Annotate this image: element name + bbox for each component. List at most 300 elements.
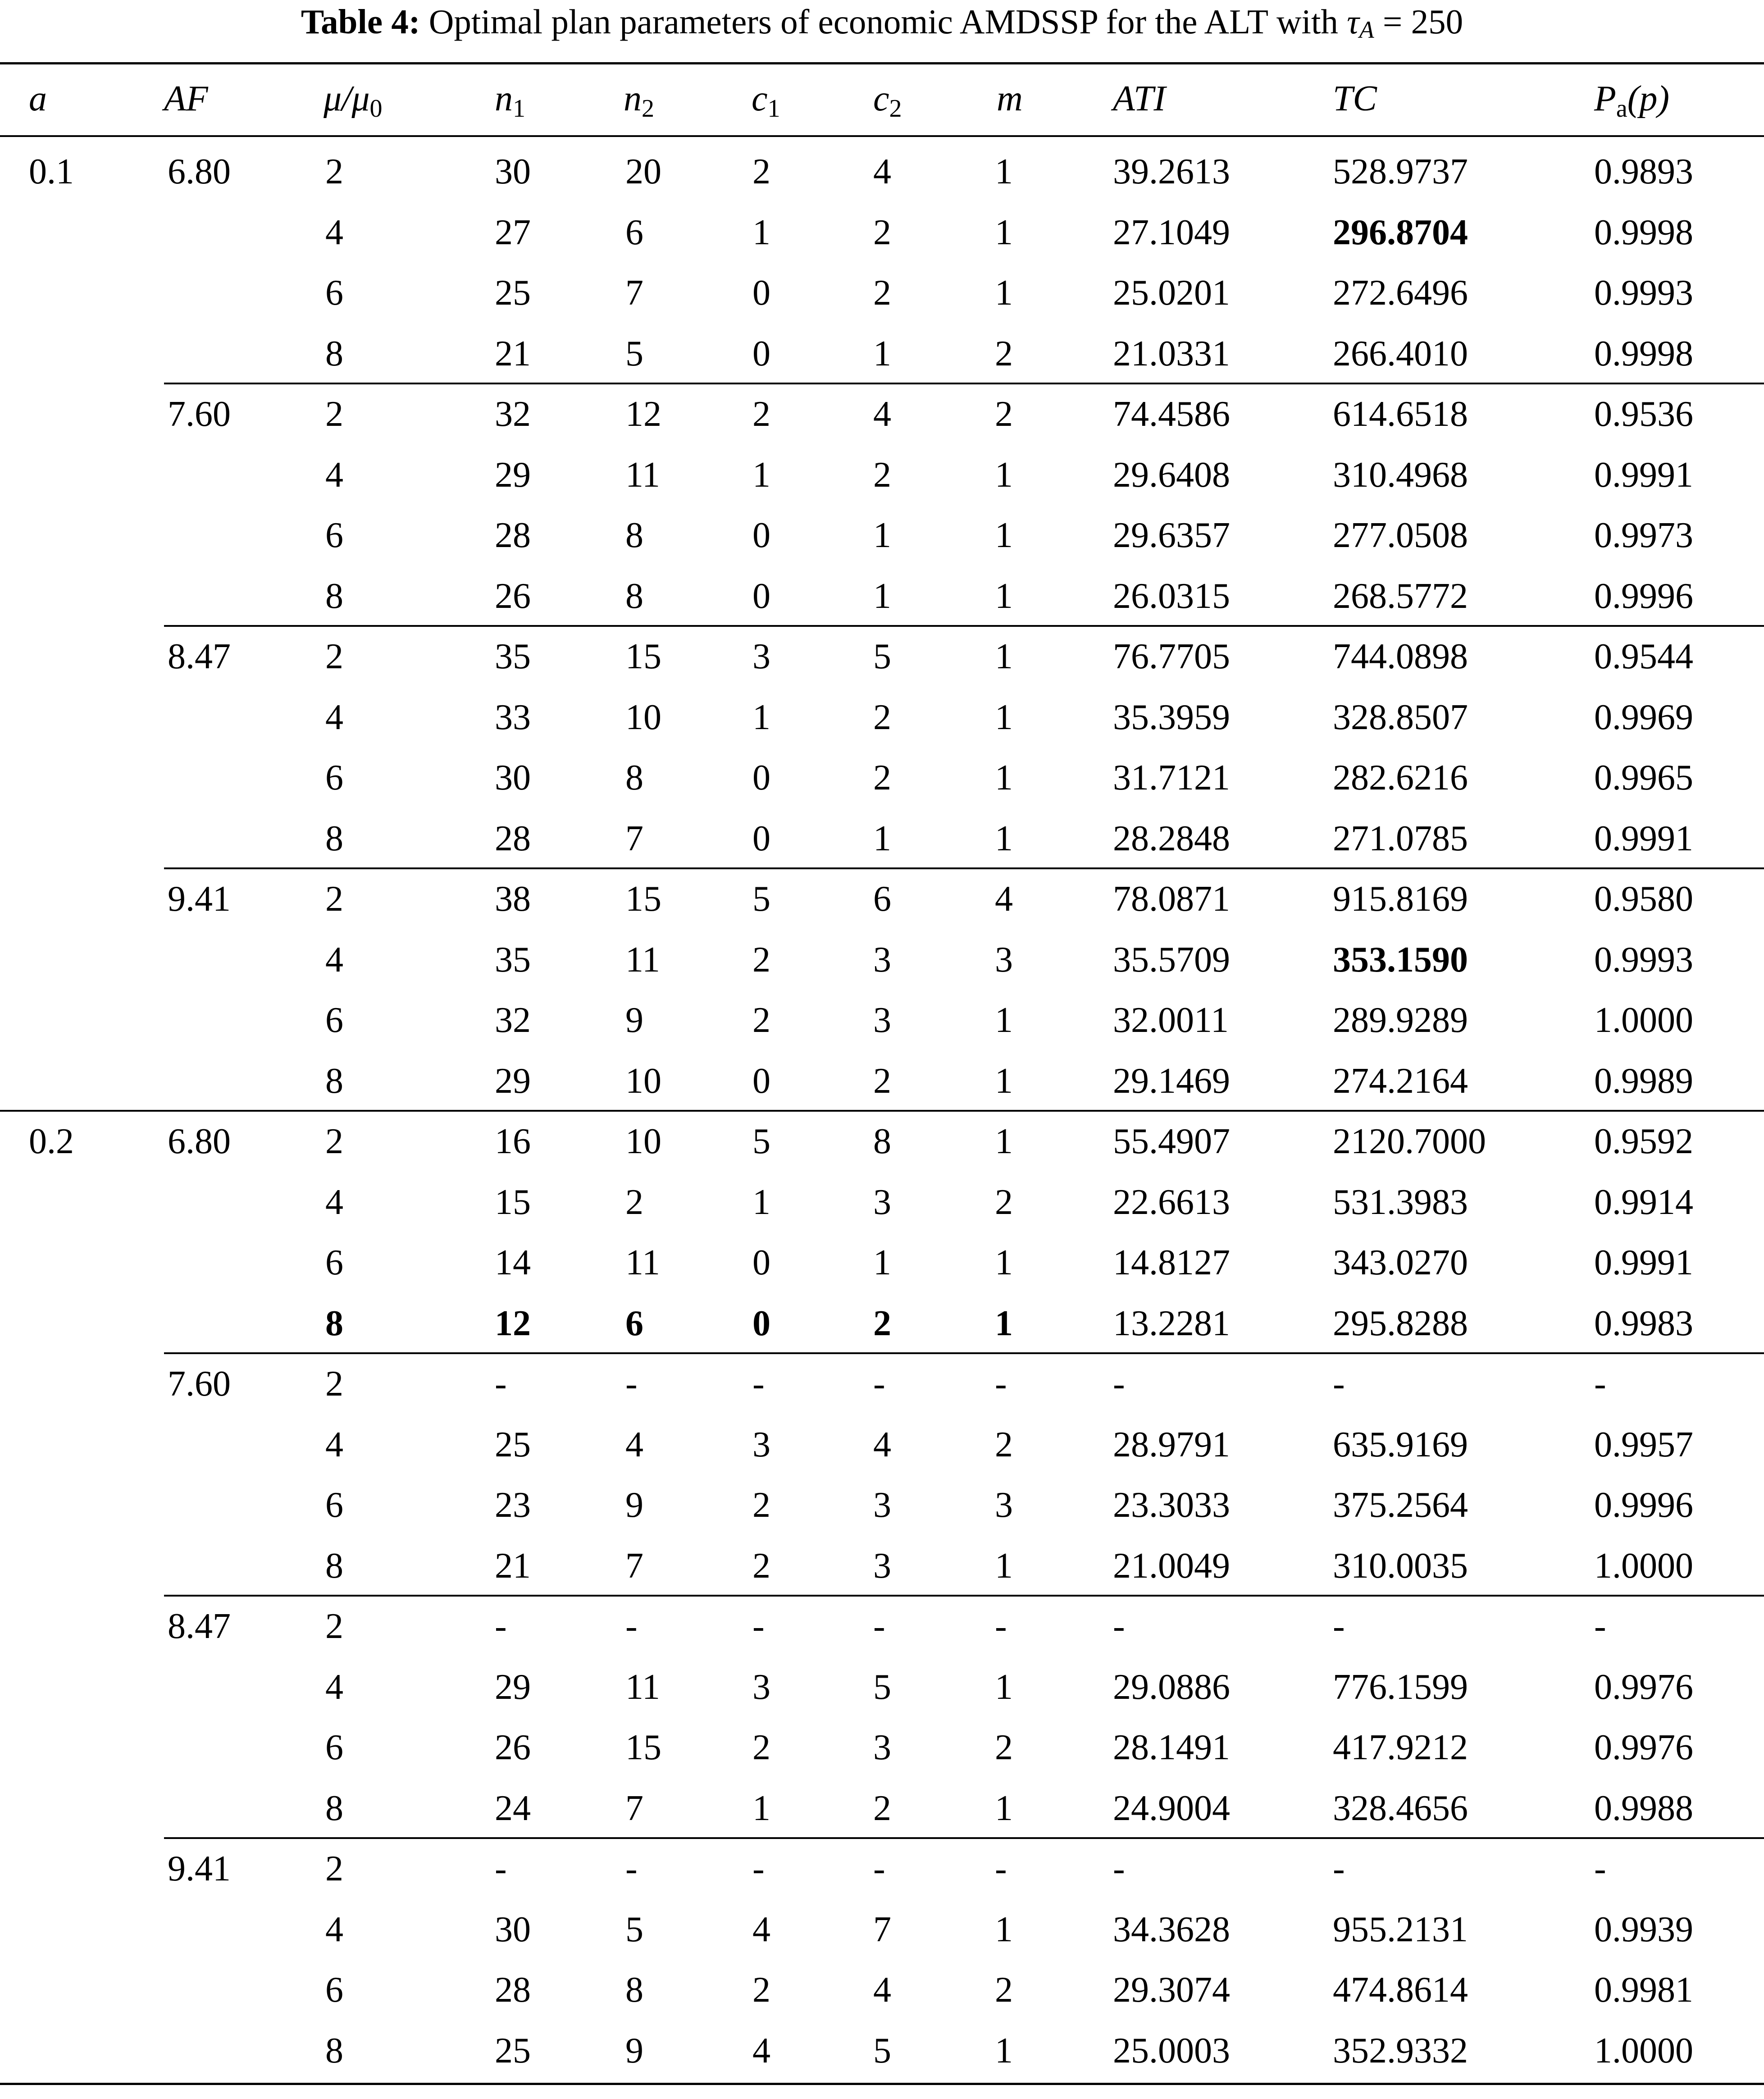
cell-tc: 343.0270 bbox=[1333, 1243, 1468, 1282]
cell-tc: - bbox=[1333, 1606, 1345, 1646]
cell-pa: 0.9544 bbox=[1594, 637, 1693, 676]
cell-n1: 21 bbox=[495, 333, 531, 374]
cell-c2: - bbox=[873, 1606, 885, 1646]
cell-n2: 8 bbox=[625, 576, 643, 616]
cell-n2: 10 bbox=[625, 697, 661, 737]
cell-ati: 25.0201 bbox=[1113, 273, 1230, 313]
cell-ati: 25.0003 bbox=[1113, 2031, 1230, 2071]
cell-tc: 271.0785 bbox=[1333, 818, 1468, 858]
cell-n2: 9 bbox=[625, 1485, 643, 1525]
cell-n1: 30 bbox=[495, 152, 531, 192]
cell-n1: 14 bbox=[495, 1243, 531, 1282]
cell-pa: 0.9991 bbox=[1594, 1243, 1693, 1282]
cell-n2: 4 bbox=[625, 1424, 643, 1465]
cell-c1: 2 bbox=[752, 152, 770, 192]
cell-af: 7.60 bbox=[168, 1364, 231, 1404]
cell-c1: 0 bbox=[752, 1243, 770, 1282]
cell-ati: 24.9004 bbox=[1113, 1788, 1230, 1828]
cell-c1: 4 bbox=[752, 1909, 770, 1949]
cell-ratio: 4 bbox=[325, 940, 343, 980]
cell-pa: 0.9976 bbox=[1594, 1667, 1693, 1707]
cell-c1: 0 bbox=[752, 273, 770, 313]
cell-pa: 0.9965 bbox=[1594, 758, 1693, 798]
cell-n2: 6 bbox=[625, 1303, 643, 1343]
cell-ratio: 8 bbox=[325, 1788, 343, 1828]
cell-ati: 74.4586 bbox=[1113, 394, 1230, 434]
cell-ati: 13.2281 bbox=[1113, 1303, 1230, 1343]
cell-pa: 0.9993 bbox=[1594, 940, 1693, 980]
cell-m: 2 bbox=[995, 1424, 1013, 1465]
cell-ratio: 8 bbox=[325, 1061, 343, 1101]
cell-n2: 7 bbox=[625, 818, 643, 858]
cell-ati: 35.5709 bbox=[1113, 940, 1230, 980]
cell-c1: 0 bbox=[752, 1061, 770, 1101]
cell-ati: - bbox=[1113, 1849, 1125, 1889]
cell-pa: 0.9991 bbox=[1594, 818, 1693, 858]
cell-pa: 0.9957 bbox=[1594, 1424, 1693, 1465]
cell-af: 8.47 bbox=[168, 637, 231, 676]
cell-ratio: 2 bbox=[325, 879, 343, 919]
cell-c2: 2 bbox=[873, 758, 891, 798]
cell-pa: 0.9998 bbox=[1594, 333, 1693, 374]
cell-c1: 3 bbox=[752, 1424, 770, 1465]
cell-tc: 2120.7000 bbox=[1333, 1122, 1486, 1161]
cell-ratio: 6 bbox=[325, 1728, 343, 1767]
cell-ati: 28.9791 bbox=[1113, 1424, 1230, 1465]
cell-m: 4 bbox=[995, 879, 1013, 919]
cell-n2: 8 bbox=[625, 758, 643, 798]
cell-tc: 274.2164 bbox=[1333, 1061, 1468, 1101]
cell-tc: 375.2564 bbox=[1333, 1485, 1468, 1525]
cell-tc: 310.0035 bbox=[1333, 1546, 1468, 1586]
cell-af: 9.41 bbox=[168, 879, 231, 919]
cell-c2: 3 bbox=[873, 1485, 891, 1525]
cell-n2: 11 bbox=[625, 1667, 661, 1707]
cell-tc: - bbox=[1333, 1849, 1345, 1889]
cell-tc: 268.5772 bbox=[1333, 576, 1468, 616]
cell-ati: 35.3959 bbox=[1113, 697, 1230, 737]
cell-n2: 11 bbox=[625, 1243, 661, 1282]
cell-c2: 5 bbox=[873, 637, 891, 676]
cell-ati: 21.0049 bbox=[1113, 1546, 1230, 1586]
subgroup-rule bbox=[164, 1352, 1764, 1354]
cell-pa: 0.9914 bbox=[1594, 1182, 1693, 1222]
cell-ratio: 6 bbox=[325, 516, 343, 555]
header-ati: ATI bbox=[1113, 79, 1166, 119]
cell-n2: 8 bbox=[625, 1970, 643, 2010]
cell-n1: - bbox=[495, 1606, 507, 1646]
cell-c2: 5 bbox=[873, 2031, 891, 2071]
cell-m: 1 bbox=[995, 818, 1013, 858]
cell-ati: 26.0315 bbox=[1113, 576, 1230, 616]
cell-c1: 2 bbox=[752, 940, 770, 980]
header-c1: $c_1$ bbox=[752, 79, 780, 123]
cell-m: 3 bbox=[995, 1485, 1013, 1525]
cell-pa: 0.9580 bbox=[1594, 879, 1693, 919]
cell-pa: 0.9996 bbox=[1594, 576, 1693, 616]
cell-pa: 0.9592 bbox=[1594, 1122, 1693, 1161]
cell-pa: 0.9998 bbox=[1594, 212, 1693, 252]
cell-ati: - bbox=[1113, 1364, 1125, 1404]
header-ratio: $\mu/\mu_0$ bbox=[324, 79, 383, 123]
cell-m: 1 bbox=[995, 1122, 1013, 1161]
cell-n2: 5 bbox=[625, 333, 643, 374]
cell-ratio: 6 bbox=[325, 1970, 343, 2010]
cell-m: 2 bbox=[995, 1728, 1013, 1767]
cell-ratio: 2 bbox=[325, 1849, 343, 1889]
cell-c1: 2 bbox=[752, 1728, 770, 1767]
header-pa: $P_a(p)$ bbox=[1594, 79, 1670, 123]
cell-c2: 1 bbox=[873, 1243, 891, 1282]
cell-ati: 29.6357 bbox=[1113, 516, 1230, 555]
caption-value: = 250 bbox=[1382, 2, 1463, 41]
cell-tc: 352.9332 bbox=[1333, 2031, 1468, 2071]
cell-n2: 15 bbox=[625, 1728, 661, 1767]
cell-tc: 328.8507 bbox=[1333, 697, 1468, 737]
cell-ratio: 4 bbox=[325, 1909, 343, 1949]
header-a: a bbox=[29, 79, 47, 119]
cell-c2: 3 bbox=[873, 1182, 891, 1222]
cell-m: 2 bbox=[995, 1182, 1013, 1222]
group-rule bbox=[0, 1110, 1764, 1112]
cell-ratio: 8 bbox=[325, 818, 343, 858]
cell-c2: 6 bbox=[873, 879, 891, 919]
cell-ati: 34.3628 bbox=[1113, 1909, 1230, 1949]
cell-pa: 0.9536 bbox=[1594, 394, 1693, 434]
cell-tc: 282.6216 bbox=[1333, 758, 1468, 798]
cell-n1: 25 bbox=[495, 273, 531, 313]
cell-c1: 4 bbox=[752, 2031, 770, 2071]
cell-tc: 296.8704 bbox=[1333, 212, 1468, 252]
cell-m: 1 bbox=[995, 516, 1013, 555]
cell-ratio: 4 bbox=[325, 212, 343, 252]
cell-n2: 10 bbox=[625, 1061, 661, 1101]
cell-n1: 35 bbox=[495, 940, 531, 980]
cell-c2: - bbox=[873, 1364, 885, 1404]
cell-tc: 915.8169 bbox=[1333, 879, 1468, 919]
cell-tc: 531.3983 bbox=[1333, 1182, 1468, 1222]
caption-symbol bbox=[1347, 2, 1374, 41]
cell-ati: 14.8127 bbox=[1113, 1243, 1230, 1282]
cell-n2: 2 bbox=[625, 1182, 643, 1222]
cell-ratio: 2 bbox=[325, 394, 343, 434]
cell-m: 1 bbox=[995, 152, 1013, 192]
cell-ati: 23.3033 bbox=[1113, 1485, 1230, 1525]
cell-m: 2 bbox=[995, 333, 1013, 374]
cell-c2: 8 bbox=[873, 1122, 891, 1161]
cell-n1: 29 bbox=[495, 1667, 531, 1707]
cell-tc: 289.9289 bbox=[1333, 1000, 1468, 1040]
cell-n2: 10 bbox=[625, 1122, 661, 1161]
cell-pa: 0.9969 bbox=[1594, 697, 1693, 737]
cell-tc: 955.2131 bbox=[1333, 1909, 1468, 1949]
cell-pa: 0.9993 bbox=[1594, 273, 1693, 313]
cell-af: 8.47 bbox=[168, 1606, 231, 1646]
header-tc: TC bbox=[1333, 79, 1377, 119]
cell-n2: 11 bbox=[625, 940, 661, 980]
header-af: AF bbox=[164, 79, 208, 119]
cell-ratio: 2 bbox=[325, 152, 343, 192]
cell-n1: 30 bbox=[495, 1909, 531, 1949]
cell-n1: 21 bbox=[495, 1546, 531, 1586]
cell-m: 1 bbox=[995, 1909, 1013, 1949]
subgroup-rule bbox=[164, 867, 1764, 869]
cell-tc: 328.4656 bbox=[1333, 1788, 1468, 1828]
cell-pa: 0.9939 bbox=[1594, 1909, 1693, 1949]
cell-c1: 5 bbox=[752, 1122, 770, 1161]
cell-ati: 29.6408 bbox=[1113, 455, 1230, 495]
cell-n2: - bbox=[625, 1364, 638, 1404]
cell-ati: - bbox=[1113, 1606, 1125, 1646]
cell-m: 2 bbox=[995, 394, 1013, 434]
cell-ratio: 4 bbox=[325, 697, 343, 737]
cell-n1: 29 bbox=[495, 1061, 531, 1101]
cell-ratio: 4 bbox=[325, 1424, 343, 1465]
cell-c1: 1 bbox=[752, 455, 770, 495]
cell-ratio: 2 bbox=[325, 637, 343, 676]
cell-m: 1 bbox=[995, 212, 1013, 252]
cell-n2: 11 bbox=[625, 455, 661, 495]
cell-n2: 20 bbox=[625, 152, 661, 192]
cell-n1: 16 bbox=[495, 1122, 531, 1161]
cell-c2: 2 bbox=[873, 697, 891, 737]
cell-ratio: 6 bbox=[325, 1243, 343, 1282]
cell-m: 1 bbox=[995, 1243, 1013, 1282]
cell-c1: 1 bbox=[752, 1182, 770, 1222]
cell-ratio: 8 bbox=[325, 1303, 343, 1343]
cell-tc: 528.9737 bbox=[1333, 152, 1468, 192]
cell-af: 6.80 bbox=[168, 152, 231, 192]
cell-pa: 0.9989 bbox=[1594, 1061, 1693, 1101]
cell-n1: 38 bbox=[495, 879, 531, 919]
cell-m: 2 bbox=[995, 1970, 1013, 2010]
cell-ratio: 2 bbox=[325, 1606, 343, 1646]
cell-c2: 1 bbox=[873, 576, 891, 616]
cell-n1: 12 bbox=[495, 1303, 531, 1343]
cell-pa: 0.9981 bbox=[1594, 1970, 1693, 2010]
header-n1: $n_1$ bbox=[495, 79, 525, 123]
cell-n2: 9 bbox=[625, 1000, 643, 1040]
cell-c1: 0 bbox=[752, 333, 770, 374]
cell-c1: 1 bbox=[752, 1788, 770, 1828]
cell-c2: 4 bbox=[873, 394, 891, 434]
cell-ati: 76.7705 bbox=[1113, 637, 1230, 676]
cell-af: 7.60 bbox=[168, 394, 231, 434]
cell-n1: 26 bbox=[495, 1728, 531, 1767]
cell-pa: 0.9991 bbox=[1594, 455, 1693, 495]
cell-c2: 3 bbox=[873, 1000, 891, 1040]
cell-n1: 35 bbox=[495, 637, 531, 676]
cell-tc: 417.9212 bbox=[1333, 1728, 1468, 1767]
cell-n2: 12 bbox=[625, 394, 661, 434]
cell-n1: 33 bbox=[495, 697, 531, 737]
cell-n1: - bbox=[495, 1364, 507, 1404]
cell-ati: 28.1491 bbox=[1113, 1728, 1230, 1767]
cell-n1: 32 bbox=[495, 394, 531, 434]
cell-ati: 39.2613 bbox=[1113, 152, 1230, 192]
cell-pa: 0.9893 bbox=[1594, 152, 1693, 192]
cell-c2: 1 bbox=[873, 818, 891, 858]
cell-ati: 21.0331 bbox=[1113, 333, 1230, 374]
cell-af: 9.41 bbox=[168, 1849, 231, 1889]
cell-c1: 0 bbox=[752, 576, 770, 616]
cell-c2: 4 bbox=[873, 1970, 891, 2010]
cell-tc: 310.4968 bbox=[1333, 455, 1468, 495]
cell-m: 1 bbox=[995, 1061, 1013, 1101]
cell-n2: 7 bbox=[625, 1546, 643, 1586]
cell-c2: 4 bbox=[873, 152, 891, 192]
cell-n2: 9 bbox=[625, 2031, 643, 2071]
cell-m: 1 bbox=[995, 273, 1013, 313]
cell-c2: 3 bbox=[873, 1546, 891, 1586]
cell-n2: 8 bbox=[625, 516, 643, 555]
cell-c2: - bbox=[873, 1849, 885, 1889]
cell-c2: 3 bbox=[873, 940, 891, 980]
cell-n2: 7 bbox=[625, 1788, 643, 1828]
cell-m: 1 bbox=[995, 1788, 1013, 1828]
cell-ratio: 8 bbox=[325, 1546, 343, 1586]
cell-c1: 2 bbox=[752, 1546, 770, 1586]
cell-n2: 6 bbox=[625, 212, 643, 252]
cell-pa: - bbox=[1594, 1606, 1606, 1646]
cell-c1: 3 bbox=[752, 637, 770, 676]
cell-c1: 2 bbox=[752, 1000, 770, 1040]
cell-c2: 1 bbox=[873, 333, 891, 374]
cell-pa: 0.9996 bbox=[1594, 1485, 1693, 1525]
cell-m: 1 bbox=[995, 1303, 1013, 1343]
cell-pa: 0.9988 bbox=[1594, 1788, 1693, 1828]
cell-tc: 272.6496 bbox=[1333, 273, 1468, 313]
cell-c1: 0 bbox=[752, 1303, 770, 1343]
cell-af: 6.80 bbox=[168, 1122, 231, 1161]
cell-n1: 28 bbox=[495, 516, 531, 555]
cell-m: - bbox=[995, 1606, 1007, 1646]
cell-pa: 1.0000 bbox=[1594, 1000, 1693, 1040]
cell-n2: 15 bbox=[625, 637, 661, 676]
subgroup-rule bbox=[164, 383, 1764, 384]
cell-ati: 29.1469 bbox=[1113, 1061, 1230, 1101]
cell-n1: 25 bbox=[495, 1424, 531, 1465]
caption-text: Optimal plan parameters of economic AMDSSP for the ALT with bbox=[428, 2, 1338, 41]
cell-n1: 30 bbox=[495, 758, 531, 798]
cell-c1: 5 bbox=[752, 879, 770, 919]
cell-c2: 2 bbox=[873, 1788, 891, 1828]
cell-ati: 29.3074 bbox=[1113, 1970, 1230, 2010]
cell-c2: 2 bbox=[873, 1303, 891, 1343]
cell-ratio: 6 bbox=[325, 273, 343, 313]
cell-n1: 32 bbox=[495, 1000, 531, 1040]
cell-n2: 15 bbox=[625, 879, 661, 919]
subgroup-rule bbox=[164, 625, 1764, 627]
cell-tc: 776.1599 bbox=[1333, 1667, 1468, 1707]
cell-m: 1 bbox=[995, 637, 1013, 676]
cell-m: 1 bbox=[995, 697, 1013, 737]
cell-n1: - bbox=[495, 1849, 507, 1889]
cell-c2: 4 bbox=[873, 1424, 891, 1465]
header-m: m bbox=[997, 79, 1023, 119]
cell-m: 1 bbox=[995, 2031, 1013, 2071]
cell-tc: 266.4010 bbox=[1333, 333, 1468, 374]
cell-c1: 0 bbox=[752, 516, 770, 555]
cell-ratio: 6 bbox=[325, 1485, 343, 1525]
cell-pa: 0.9973 bbox=[1594, 516, 1693, 555]
cell-ratio: 2 bbox=[325, 1364, 343, 1404]
cell-a: 0.2 bbox=[29, 1122, 74, 1161]
cell-n1: 28 bbox=[495, 1970, 531, 2010]
cell-m: 1 bbox=[995, 576, 1013, 616]
cell-pa: 0.9983 bbox=[1594, 1303, 1693, 1343]
cell-n1: 23 bbox=[495, 1485, 531, 1525]
cell-c1: 2 bbox=[752, 1485, 770, 1525]
cell-m: - bbox=[995, 1364, 1007, 1404]
cell-c2: 2 bbox=[873, 1061, 891, 1101]
cell-c1: - bbox=[752, 1849, 765, 1889]
cell-m: 1 bbox=[995, 758, 1013, 798]
cell-ratio: 2 bbox=[325, 1122, 343, 1161]
bottom-rule bbox=[0, 2083, 1764, 2085]
table-caption bbox=[0, 0, 1764, 51]
cell-a: 0.1 bbox=[29, 152, 74, 192]
cell-c1: 0 bbox=[752, 818, 770, 858]
cell-ati: 32.0011 bbox=[1113, 1000, 1229, 1040]
cell-c2: 1 bbox=[873, 516, 891, 555]
cell-n2: 5 bbox=[625, 1909, 643, 1949]
cell-m: 1 bbox=[995, 1546, 1013, 1586]
header-n2: $n_2$ bbox=[624, 79, 654, 123]
cell-pa: 1.0000 bbox=[1594, 1546, 1693, 1586]
cell-c1: 0 bbox=[752, 758, 770, 798]
cell-tc: 614.6518 bbox=[1333, 394, 1468, 434]
cell-c1: 1 bbox=[752, 212, 770, 252]
cell-c1: - bbox=[752, 1606, 765, 1646]
header-rule bbox=[0, 135, 1764, 137]
cell-n1: 28 bbox=[495, 818, 531, 858]
cell-m: - bbox=[995, 1849, 1007, 1889]
cell-tc: - bbox=[1333, 1364, 1345, 1404]
cell-ati: 22.6613 bbox=[1113, 1182, 1230, 1222]
cell-ati: 28.2848 bbox=[1113, 818, 1230, 858]
cell-c2: 2 bbox=[873, 212, 891, 252]
cell-n1: 24 bbox=[495, 1788, 531, 1828]
cell-pa: 0.9976 bbox=[1594, 1728, 1693, 1767]
cell-ratio: 6 bbox=[325, 758, 343, 798]
caption-subscript: A bbox=[1359, 16, 1374, 43]
cell-m: 1 bbox=[995, 1667, 1013, 1707]
cell-c2: 7 bbox=[873, 1909, 891, 1949]
caption-label: Table 4: bbox=[301, 2, 420, 41]
cell-n2: - bbox=[625, 1606, 638, 1646]
cell-tc: 277.0508 bbox=[1333, 516, 1468, 555]
cell-ratio: 8 bbox=[325, 333, 343, 374]
cell-tc: 635.9169 bbox=[1333, 1424, 1468, 1465]
cell-c2: 5 bbox=[873, 1667, 891, 1707]
cell-ati: 29.0886 bbox=[1113, 1667, 1230, 1707]
cell-c2: 2 bbox=[873, 455, 891, 495]
cell-n2: - bbox=[625, 1849, 638, 1889]
cell-c1: 3 bbox=[752, 1667, 770, 1707]
cell-pa: - bbox=[1594, 1364, 1606, 1404]
header-c2: $c_2$ bbox=[873, 79, 902, 123]
cell-ratio: 4 bbox=[325, 1182, 343, 1222]
caption-tau: τ bbox=[1347, 2, 1359, 41]
cell-tc: 295.8288 bbox=[1333, 1303, 1468, 1343]
cell-ati: 55.4907 bbox=[1113, 1122, 1230, 1161]
cell-c1: - bbox=[752, 1364, 765, 1404]
cell-c2: 2 bbox=[873, 273, 891, 313]
cell-m: 1 bbox=[995, 1000, 1013, 1040]
cell-tc: 474.8614 bbox=[1333, 1970, 1468, 2010]
cell-c2: 3 bbox=[873, 1728, 891, 1767]
